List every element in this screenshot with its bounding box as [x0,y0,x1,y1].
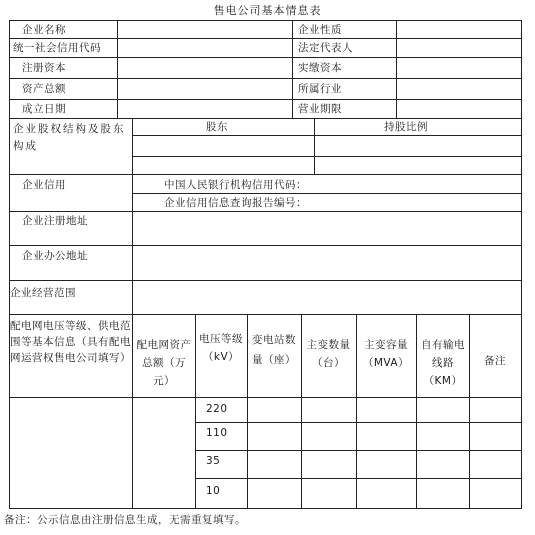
voltage-row: 110 [206,427,228,439]
label-office-address: 企业办公地址 [22,250,88,262]
label-biz-scope: 企业经营范围 [10,287,76,299]
col-grid-assets: 配电网资产总额（万元） [136,339,192,387]
col-substations: 变电站数量（座） [252,334,296,366]
label-credit-code: 统一社会信用代码 [13,42,101,54]
credit-report-number: 企业信用信息查询报告编号： [164,197,307,209]
label-grid-info: 配电网电压等级、供电范围等基本信息（具有配电网运营权售电公司填写） [10,320,131,364]
label-company-nature: 企业性质 [298,24,342,36]
col-remark: 备注 [484,355,506,367]
label-reg-address: 企业注册地址 [22,215,88,227]
voltage-row: 35 [206,455,221,467]
footer-note: 备注：公示信息由注册信息生成，无需重复填写。 [4,514,246,526]
voltage-row: 220 [206,403,228,415]
label-industry: 所属行业 [298,83,342,95]
label-found-date: 成立日期 [22,103,66,115]
label-biz-term: 营业期限 [298,103,342,115]
label-total-assets: 资产总额 [22,83,66,95]
col-voltage-level: 电压等级（kV） [199,333,243,363]
col-transmission-lines: 自有输电线路（KM） [421,339,465,387]
col-transformer-capacity: 主变容量（MVA） [362,339,410,369]
label-equity-structure: 企业股权结构及股东构成 [13,123,126,152]
label-reg-capital: 注册资本 [22,62,66,74]
col-share-ratio: 持股比例 [384,121,428,133]
label-company-name: 企业名称 [22,24,66,36]
label-credit: 企业信用 [22,179,66,191]
label-paid-capital: 实缴资本 [298,62,342,74]
col-shareholder: 股东 [206,121,228,133]
col-transformers: 主变数量（台） [306,339,351,369]
voltage-row: 10 [206,485,221,497]
label-legal-rep: 法定代表人 [298,42,353,54]
page-title: 售电公司基本情息表 [213,4,322,17]
credit-pboc-code: 中国人民银行机构信用代码： [164,179,307,191]
